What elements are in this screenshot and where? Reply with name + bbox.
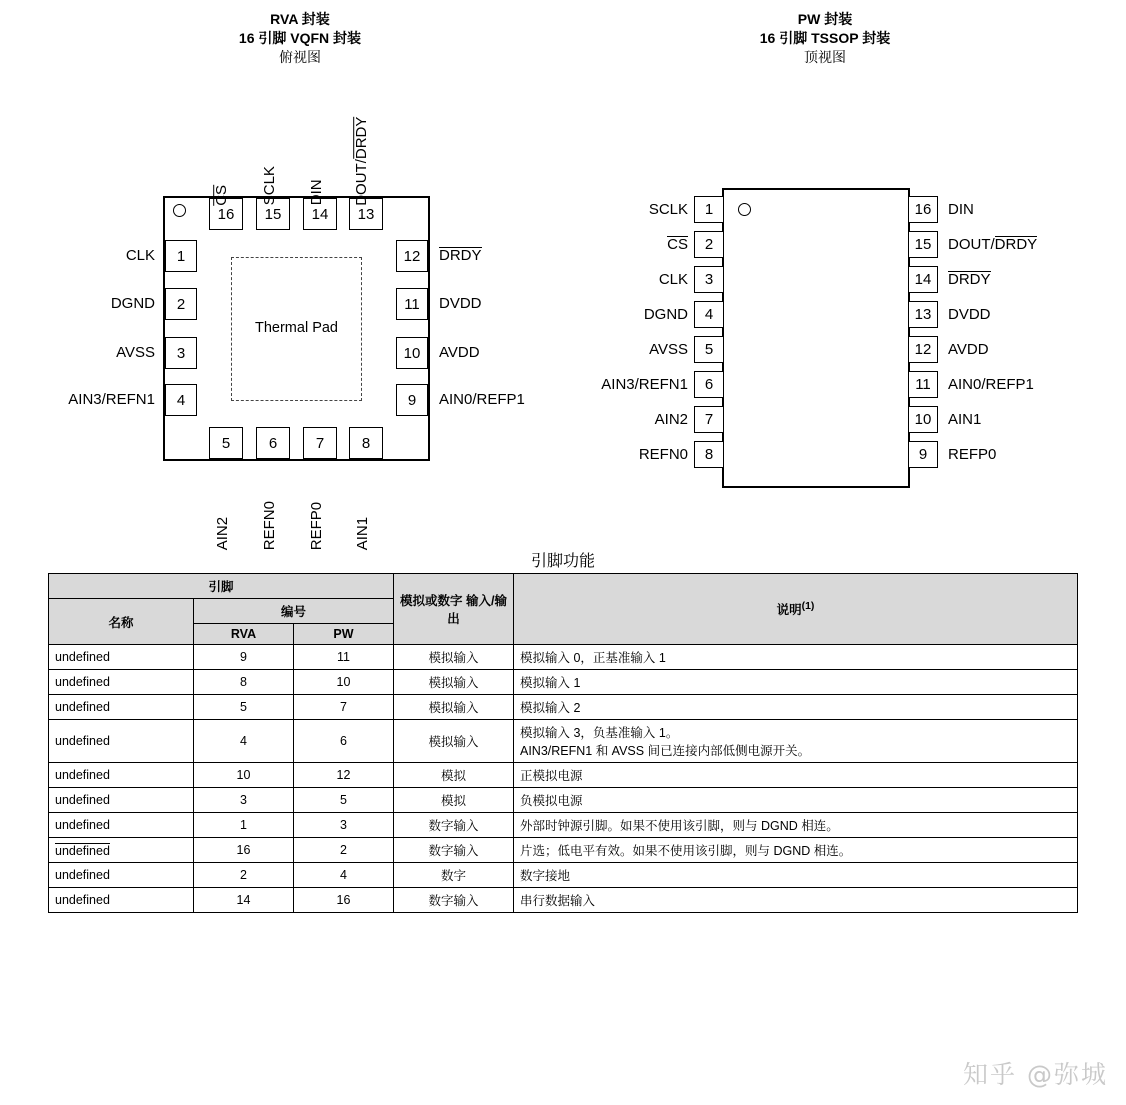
cell-pw-number: 10 xyxy=(294,670,394,695)
qfn-pin-box-7: 7 xyxy=(303,427,337,459)
cell-pin-name: undefined xyxy=(49,763,194,788)
cell-io-type: 模拟输入 xyxy=(394,645,514,670)
cell-description: 模拟输入 1 xyxy=(514,670,1078,695)
qfn-thermal-pad-label: Thermal Pad xyxy=(254,320,338,336)
tssop-pin-label-14: DRDY xyxy=(948,271,991,288)
qfn-pin-box-12: 12 xyxy=(396,240,428,272)
qfn-pin-box-14: 14 xyxy=(303,198,337,230)
cell-rva-number: 10 xyxy=(194,763,294,788)
tssop-pin-label-5: AVSS xyxy=(649,341,688,358)
tssop-pin-label-11: AIN0/REFP1 xyxy=(948,376,1034,393)
cell-io-type: 数字输入 xyxy=(394,838,514,863)
tssop-pin-label-6: AIN3/REFN1 xyxy=(601,376,688,393)
tssop-pin-box-10: 10 xyxy=(908,406,938,433)
tssop-package-body xyxy=(722,188,910,488)
cell-pin-name: undefined xyxy=(49,645,194,670)
table-row xyxy=(49,813,1078,838)
cell-io-type: 数字输入 xyxy=(394,813,514,838)
table-row xyxy=(49,888,1078,913)
qfn-pin-label-1: CLK xyxy=(125,247,155,264)
header-io-line1: 模拟或数字 xyxy=(400,594,463,608)
pin-table-body xyxy=(49,645,1078,913)
tssop-pin-label-16: DIN xyxy=(948,201,974,218)
qfn-title-line3: 俯视图 xyxy=(279,48,321,65)
header-pin-group: 引脚 xyxy=(49,574,394,599)
header-description-text: 说明 xyxy=(776,603,802,617)
cell-rva-number: 1 xyxy=(194,813,294,838)
qfn-pin-label-6: REFN0 xyxy=(260,501,278,551)
cell-pin-name: undefined xyxy=(49,670,194,695)
cell-description: 数字接地 xyxy=(514,863,1078,888)
qfn-pin-label-3: AVSS xyxy=(116,344,155,361)
tssop-pin-box-9: 9 xyxy=(908,441,938,468)
cell-rva-number: 2 xyxy=(194,863,294,888)
cell-io-type: 模拟输入 xyxy=(394,670,514,695)
table-row xyxy=(49,763,1078,788)
table-row xyxy=(49,645,1078,670)
cell-pw-number: 5 xyxy=(294,788,394,813)
cell-pw-number: 4 xyxy=(294,863,394,888)
tssop-pin-box-13: 13 xyxy=(908,301,938,328)
cell-io-type: 模拟 xyxy=(394,788,514,813)
tssop-pin-label-15: DOUT/DRDY xyxy=(948,236,1038,253)
cell-rva-number: 16 xyxy=(194,838,294,863)
qfn-pin-box-13: 13 xyxy=(349,198,383,230)
cell-pin-name: undefined xyxy=(49,838,194,863)
cell-description: 模拟输入 0，正基准输入 1 xyxy=(514,645,1078,670)
tssop-pin-box-4: 4 xyxy=(694,301,724,328)
tssop-package-title xyxy=(700,10,950,67)
qfn-pin-box-1: 1 xyxy=(165,240,197,272)
qfn-pin-label-5: AIN2 xyxy=(213,516,231,551)
tssop-pin-box-15: 15 xyxy=(908,231,938,258)
cell-rva-number: 9 xyxy=(194,645,294,670)
qfn-pin-box-16: 16 xyxy=(209,198,243,230)
tssop-pin-label-4: DGND xyxy=(643,306,688,323)
tssop-pin-label-2: CS xyxy=(667,236,688,253)
header-description xyxy=(514,574,1078,645)
qfn-pin-box-4: 4 xyxy=(165,384,197,416)
table-row xyxy=(49,695,1078,720)
cell-io-type: 模拟输入 xyxy=(394,720,514,763)
tssop-pin-box-5: 5 xyxy=(694,336,724,363)
qfn-pin1-dot-icon xyxy=(173,204,186,217)
cell-rva-number: 14 xyxy=(194,888,294,913)
cell-description: 片选；低电平有效。如果不使用该引脚，则与 DGND 相连。 xyxy=(514,838,1078,863)
cell-io-type: 数字输入 xyxy=(394,888,514,913)
qfn-pin-label-13: DOUT/DRDY xyxy=(353,116,371,206)
qfn-pin-label-15: SCLK xyxy=(260,166,278,206)
header-rva: RVA xyxy=(194,624,294,645)
cell-pin-name: undefined xyxy=(49,788,194,813)
qfn-title-line2: 16 引脚 VQFN 封装 xyxy=(238,29,362,46)
qfn-pin-box-3: 3 xyxy=(165,337,197,369)
tssop-pin-label-7: AIN2 xyxy=(654,411,688,428)
qfn-pin-label-11: DVDD xyxy=(439,295,482,312)
tssop-pin-label-12: AVDD xyxy=(948,341,989,358)
qfn-pin-label-9: AIN0/REFP1 xyxy=(439,391,525,408)
qfn-pin-label-7: REFP0 xyxy=(307,501,325,551)
qfn-pin-box-15: 15 xyxy=(256,198,290,230)
tssop-pin-box-2: 2 xyxy=(694,231,724,258)
qfn-pin-box-9: 9 xyxy=(396,384,428,416)
pin-function-table xyxy=(48,573,1078,913)
qfn-pin-box-10: 10 xyxy=(396,337,428,369)
cell-description: 外部时钟源引脚。如果不使用该引脚，则与 DGND 相连。 xyxy=(514,813,1078,838)
cell-pw-number: 7 xyxy=(294,695,394,720)
table-row xyxy=(49,838,1078,863)
cell-rva-number: 3 xyxy=(194,788,294,813)
cell-pw-number: 3 xyxy=(294,813,394,838)
header-pw: PW xyxy=(294,624,394,645)
tssop-pin-label-9: REFP0 xyxy=(948,446,997,463)
tssop-title-line2: 16 引脚 TSSOP 封装 xyxy=(759,29,891,46)
table-row xyxy=(49,720,1078,763)
tssop-pin1-dot-icon xyxy=(738,203,751,216)
cell-description: 串行数据输入 xyxy=(514,888,1078,913)
tssop-pin-box-1: 1 xyxy=(694,196,724,223)
tssop-pin-label-13: DVDD xyxy=(948,306,991,323)
tssop-pin-box-3: 3 xyxy=(694,266,724,293)
cell-pw-number: 11 xyxy=(294,645,394,670)
table-row xyxy=(49,670,1078,695)
tssop-title-line1: PW 封装 xyxy=(797,11,853,27)
pin-table-header-row-1 xyxy=(49,574,1078,599)
qfn-package-title xyxy=(160,10,440,67)
tssop-pin-label-10: AIN1 xyxy=(948,411,982,428)
qfn-pin-box-11: 11 xyxy=(396,288,428,320)
cell-pin-name: undefined xyxy=(49,863,194,888)
tssop-pin-label-8: REFN0 xyxy=(638,446,688,463)
cell-pw-number: 2 xyxy=(294,838,394,863)
table-row xyxy=(49,863,1078,888)
qfn-pin-label-12: DRDY xyxy=(439,247,482,264)
qfn-title-line1: RVA 封装 xyxy=(270,11,330,27)
tssop-title-line3: 顶视图 xyxy=(804,48,846,65)
cell-pw-number: 12 xyxy=(294,763,394,788)
tssop-pin-box-7: 7 xyxy=(694,406,724,433)
tssop-pin-box-8: 8 xyxy=(694,441,724,468)
qfn-pin-box-5: 5 xyxy=(209,427,243,459)
tssop-pin-box-11: 11 xyxy=(908,371,938,398)
cell-description: 正模拟电源 xyxy=(514,763,1078,788)
cell-pin-name: undefined xyxy=(49,720,194,763)
cell-io-type: 模拟 xyxy=(394,763,514,788)
header-number-group: 编号 xyxy=(194,599,394,624)
header-io-line2: 输入/输出 xyxy=(447,594,507,626)
tssop-pin-box-16: 16 xyxy=(908,196,938,223)
qfn-pin-label-16: CS xyxy=(213,184,231,206)
pin-table-head xyxy=(49,574,1078,645)
cell-pin-name: undefined xyxy=(49,888,194,913)
qfn-pin-box-2: 2 xyxy=(165,288,197,320)
cell-pw-number: 16 xyxy=(294,888,394,913)
tssop-pin-box-12: 12 xyxy=(908,336,938,363)
qfn-pin-box-6: 6 xyxy=(256,427,290,459)
tssop-pin-box-14: 14 xyxy=(908,266,938,293)
cell-description: 模拟输入 2 xyxy=(514,695,1078,720)
pin-function-caption: 引脚功能 xyxy=(530,553,595,570)
tssop-pin-label-3: CLK xyxy=(658,271,688,288)
qfn-pin-label-2: DGND xyxy=(110,295,155,312)
cell-io-type: 模拟输入 xyxy=(394,695,514,720)
qfn-pin-label-8: AIN1 xyxy=(353,516,371,551)
tssop-pin-box-6: 6 xyxy=(694,371,724,398)
cell-pin-name: undefined xyxy=(49,695,194,720)
cell-rva-number: 4 xyxy=(194,720,294,763)
cell-rva-number: 5 xyxy=(194,695,294,720)
qfn-pin-label-4: AIN3/REFN1 xyxy=(68,391,155,408)
table-row xyxy=(49,788,1078,813)
cell-description: 模拟输入 3，负基准输入 1。 AIN3/REFN1 和 AVSS 间已连接内部低侧电源开关。 xyxy=(514,720,1078,763)
cell-pw-number: 6 xyxy=(294,720,394,763)
header-name: 名称 xyxy=(49,599,194,645)
cell-io-type: 数字 xyxy=(394,863,514,888)
cell-pin-name: undefined xyxy=(49,813,194,838)
header-io xyxy=(394,574,514,645)
tssop-pin-label-1: SCLK xyxy=(648,201,688,218)
watermark: 知乎 @弥城 xyxy=(963,1060,1108,1089)
header-description-footnote: (1) xyxy=(801,600,815,612)
qfn-pin-label-14: DIN xyxy=(307,179,325,206)
cell-description: 负模拟电源 xyxy=(514,788,1078,813)
qfn-pin-label-10: AVDD xyxy=(439,344,480,361)
qfn-pin-box-8: 8 xyxy=(349,427,383,459)
cell-rva-number: 8 xyxy=(194,670,294,695)
